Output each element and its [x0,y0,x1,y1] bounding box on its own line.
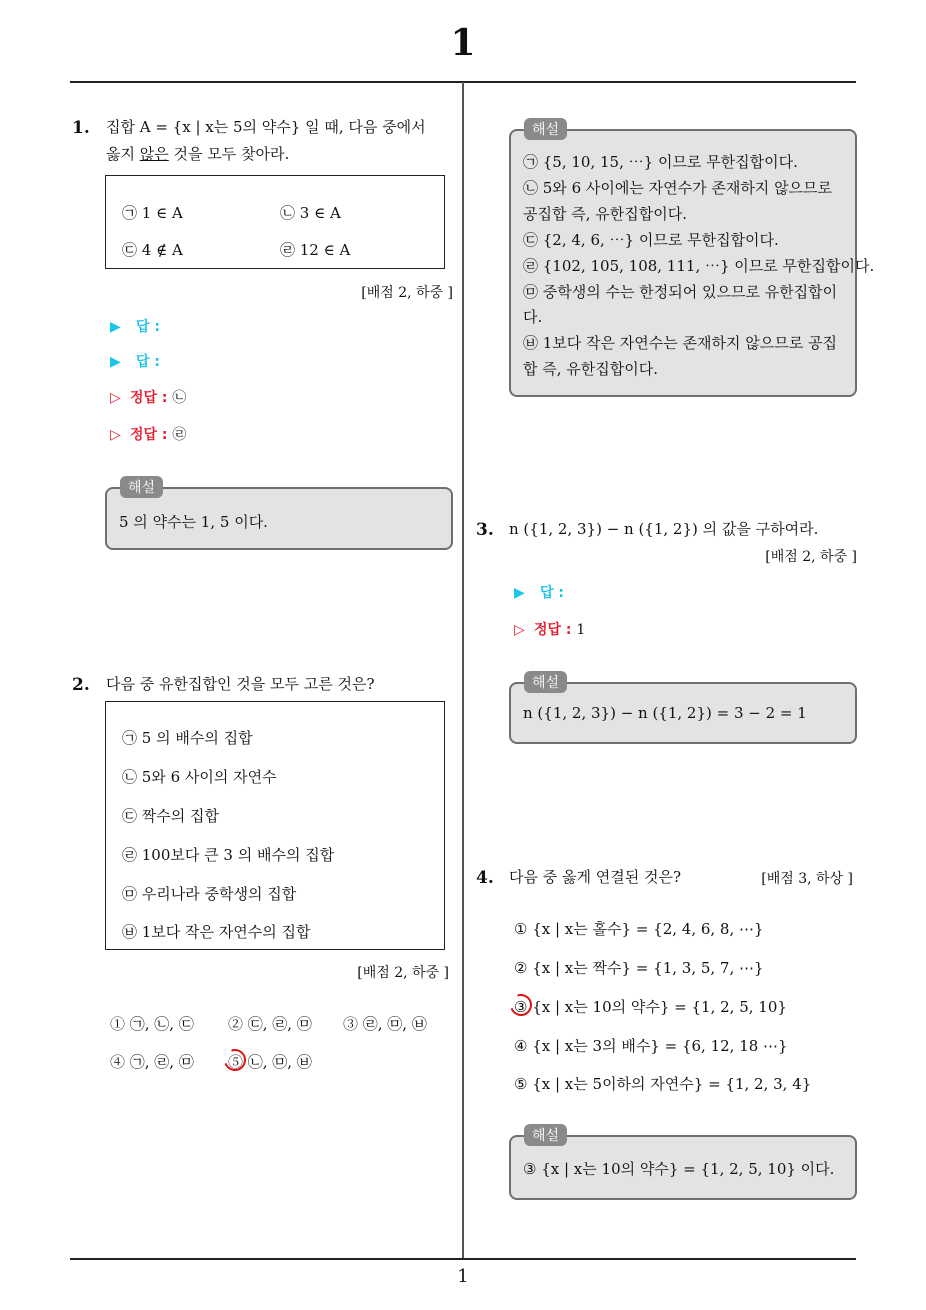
explanation-line: 다. [523,308,543,326]
play-icon: ▶ [110,354,121,370]
play-icon: ▶ [110,319,121,335]
choice-4[interactable]: ④ ㉠, ㉣, ㉤ [110,1053,194,1071]
question-text: 다음 중 유한집합인 것을 모두 고른 것은? [106,675,375,693]
explanation-line: ㉤ 중학생의 수는 한정되어 있으므로 유한집합이 [523,283,838,301]
correct-answer-row: ▷ 정답 : 1 [514,622,586,638]
condition-item: ㉤ 우리나라 중학생의 집합 [122,885,297,903]
score-label: [배점 3, 하상 ] [761,871,853,887]
choice-5[interactable]: ⑤ {x | x는 5이하의 자연수} = {1, 2, 3, 4} [514,1075,812,1093]
correct-answer-row: ▷ 정답 : ㉡ [110,390,187,406]
question-text: 다음 중 옳게 연결된 것은? [509,868,682,886]
answer-row: ▶ 답 : [514,585,564,601]
column-divider [462,82,464,1259]
explanation-tag: 해설 [120,476,163,498]
explanation-text: ③ {x | x는 10의 약수} = {1, 2, 5, 10} 이다. [523,1160,835,1178]
choice-4[interactable]: ④ {x | x는 3의 배수} = {6, 12, 18 ⋯} [514,1037,788,1055]
choice-3[interactable]: ③ ㉣, ㉤, ㉥ [343,1015,427,1033]
condition-item: ㉢ 짝수의 집합 [122,807,219,825]
correct-answer-row: ▷ 정답 : ㉣ [110,427,187,443]
question-number: 2. [72,675,90,695]
explanation-tag: 해설 [524,671,567,693]
explanation-text: n ({1, 2, 3}) − n ({1, 2}) = 3 − 2 = 1 [523,704,807,722]
choice-3[interactable]: ③ {x | x는 10의 약수} = {1, 2, 5, 10} [514,998,787,1016]
choice-1[interactable]: ① {x | x는 홀수} = {2, 4, 6, 8, ⋯} [514,920,764,938]
explanation-line: ㉡ 5와 6 사이에는 자연수가 존재하지 않으므로 [523,179,833,197]
question-text: n ({1, 2, 3}) − n ({1, 2}) 의 값을 구하여라. [509,520,819,538]
choice-2[interactable]: ② ㉢, ㉣, ㉤ [228,1015,312,1033]
question-number: 4. [476,868,494,888]
condition-item: ㉡ 5와 6 사이의 자연수 [122,768,277,786]
condition-item: ㉢ 4 ∉ A [122,241,183,259]
explanation-line: ㉣ {102, 105, 108, 111, ⋯} 이므로 무한집합이다. [523,257,875,275]
page-number: 1 [457,1266,469,1287]
triangle-outline-icon: ▷ [514,622,525,638]
triangle-outline-icon: ▷ [110,427,121,443]
condition-box [105,175,445,269]
explanation-line: ㉢ {2, 4, 6, ⋯} 이므로 무한집합이다. [523,231,779,249]
answer-row: ▶ 답 : [110,319,160,335]
condition-item: ㉣ 100보다 큰 3 의 배수의 집합 [122,846,335,864]
condition-item: ㉠ 1 ∈ A [122,204,183,222]
condition-box [105,701,445,950]
explanation-tag: 해설 [524,1124,567,1146]
question-text: 집합 A = {x | x는 5의 약수} 일 때, 다음 중에서 [106,118,426,136]
explanation-text: 5 의 약수는 1, 5 이다. [119,513,268,531]
play-icon: ▶ [514,585,525,601]
explanation-line: 공집합 즉, 유한집합이다. [523,205,687,223]
condition-item: ㉣ 12 ∈ A [280,241,351,259]
question-number: 3. [476,520,494,540]
choice-1[interactable]: ① ㉠, ㉡, ㉢ [110,1015,194,1033]
score-label: [배점 2, 하중 ] [765,549,857,565]
condition-item: ㉥ 1보다 작은 자연수의 집합 [122,923,311,941]
choice-5[interactable]: ⑤ ㉡, ㉤, ㉥ [228,1053,312,1071]
triangle-outline-icon: ▷ [110,390,121,406]
condition-item: ㉠ 5 의 배수의 집합 [122,729,253,747]
score-label: [배점 2, 하중 ] [361,285,453,301]
explanation-box [509,129,875,397]
explanation-tag: 해설 [524,118,567,140]
question-text-line2: 옳지 않은 것을 모두 찾아라. [106,145,290,163]
page-title: 1 [450,22,476,64]
choice-2[interactable]: ② {x | x는 짝수} = {1, 3, 5, 7, ⋯} [514,959,764,977]
condition-item: ㉡ 3 ∈ A [280,204,341,222]
score-label: [배점 2, 하중 ] [357,965,449,981]
explanation-line: ㉥ 1보다 작은 자연수는 존재하지 않으므로 공집 [523,334,837,352]
explanation-line: 합 즉, 유한집합이다. [523,360,658,378]
footer-rule [70,1258,856,1260]
explanation-line: ㉠ {5, 10, 15, ⋯} 이므로 무한집합이다. [523,153,798,171]
question-number: 1. [72,118,90,138]
answer-row: ▶ 답 : [110,354,160,370]
